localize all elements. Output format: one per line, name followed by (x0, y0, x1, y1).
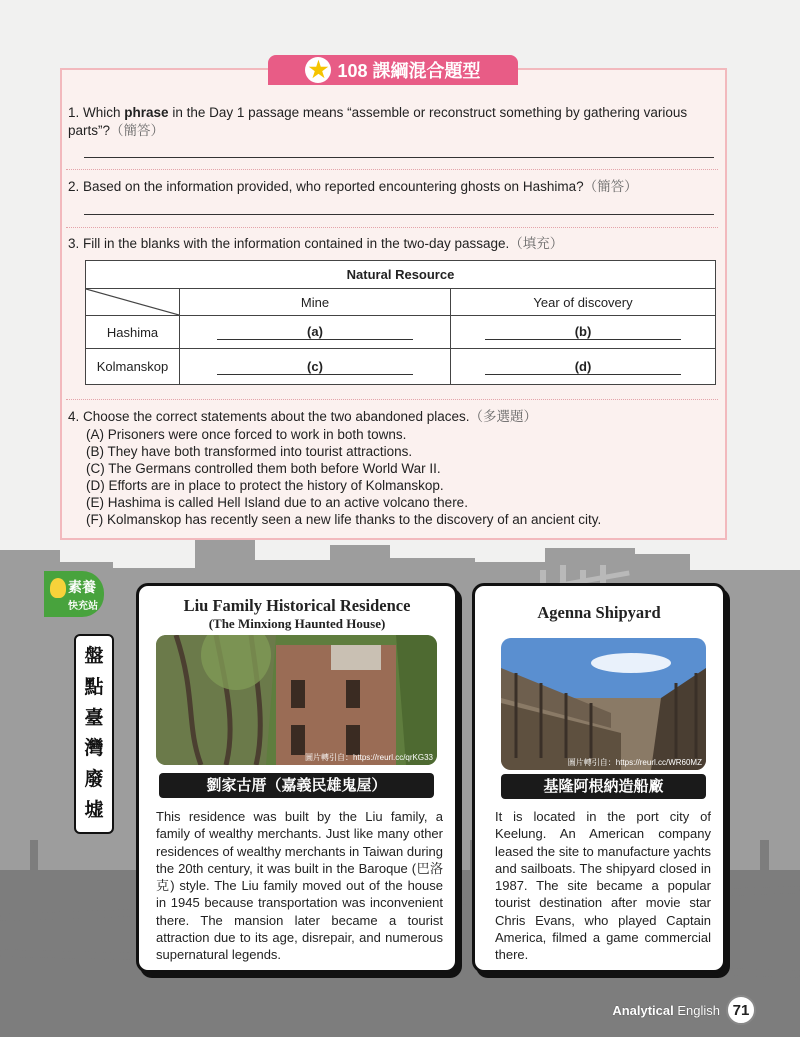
vertical-char: 盤 (84, 646, 104, 668)
question-type-tag: （多選題） (469, 409, 538, 424)
question-type-tag: （簡答） (583, 179, 638, 194)
card-title: Agenna Shipyard (537, 603, 661, 622)
card-subtitle: (The Minxiong Haunted House) (208, 616, 386, 631)
blank-a[interactable]: (a) (217, 324, 413, 340)
section-title: 108 課綱混合題型 (337, 61, 481, 81)
table-row (86, 316, 716, 349)
question-3 (68, 235, 718, 253)
brand-bold: Analytical (612, 1002, 674, 1018)
option-e[interactable]: (E) Hashima is called Hell Island due to an active volcano there. (86, 495, 468, 510)
answer-line-2[interactable] (84, 214, 714, 215)
blank-d[interactable]: (d) (485, 359, 681, 375)
card-liu-residence (136, 583, 458, 973)
question-keyword: phrase (124, 105, 169, 120)
star-icon: ★ (305, 57, 331, 83)
option-d[interactable]: (D) Efforts are in place to protect the history of Kolmanskop. (86, 478, 444, 493)
option-c[interactable]: (C) The Germans controlled them both before World War II. (86, 461, 441, 476)
card-body: It is located in the port city of Keelung. An American company leased the site to manufacture yachts and sailboats. The shipyard closed in 1987. The site became a popular tourist destination after movie star Chris Evans, who played Captain America, filmed a game commercial there. (495, 809, 711, 963)
image-credit: 圖片轉引自：https://reurl.cc/WR60MZ (567, 758, 702, 767)
question-type-tag: （填充） (509, 236, 564, 251)
card-agenna-shipyard (472, 583, 726, 973)
divider (66, 169, 718, 170)
lightbulb-icon (50, 578, 66, 598)
row-label: Kolmanskop (86, 349, 180, 385)
card-title: Liu Family Historical Residence (183, 596, 411, 615)
vertical-char: 臺 (84, 707, 104, 729)
shipyard-photo (501, 638, 706, 770)
row-label: Hashima (86, 316, 180, 349)
question-number: 1. (68, 105, 80, 120)
question-number: 4. (68, 409, 80, 424)
page-number: 71 (726, 995, 756, 1025)
option-list (86, 426, 601, 528)
brand-rest: English (673, 1002, 720, 1018)
option-b[interactable]: (B) They have both transformed into tourist attractions. (86, 444, 413, 459)
question-text: Choose the correct statements about the two abandoned places. (83, 409, 470, 424)
card-label: 基隆阿根納造船廠 (501, 774, 706, 799)
question-number: 3. (68, 236, 80, 251)
blank-cell[interactable] (180, 349, 451, 385)
page-footer (612, 995, 756, 1025)
blank-cell[interactable] (451, 349, 716, 385)
question-1 (68, 104, 718, 140)
diagonal-header-cell (86, 289, 180, 316)
section-tab (268, 55, 518, 85)
column-header-mine: Mine (180, 289, 451, 316)
divider (66, 227, 718, 228)
vertical-char: 墟 (84, 799, 104, 821)
question-text: Fill in the blanks with the information contained in the two-day passage. (83, 236, 510, 251)
question-type-tag: （簡答） (110, 123, 165, 138)
question-2 (68, 178, 718, 196)
image-credit: 圖片轉引自：https://reurl.cc/qrKG33 (304, 753, 433, 762)
natural-resource-table (85, 260, 716, 385)
vertical-char: 點 (84, 676, 104, 698)
table-title: Natural Resource (86, 261, 716, 289)
question-text: in the Day 1 passage means “assemble or reconstruct something by gathering various parts”? (68, 105, 688, 138)
shipyard-image (501, 638, 706, 770)
vertical-char: 廢 (84, 768, 104, 790)
option-a[interactable]: (A) Prisoners were once forced to work in both towns. (86, 427, 407, 442)
vertical-title (74, 634, 114, 834)
question-text: Based on the information provided, who reported encountering ghosts on Hashima? (83, 179, 584, 194)
column-header-year: Year of discovery (451, 289, 716, 316)
blank-b[interactable]: (b) (485, 324, 681, 340)
question-4 (68, 408, 718, 426)
blank-c[interactable]: (c) (217, 359, 413, 375)
card-body: This residence was built by the Liu family, a family of wealthy merchants. Just like many other residences of wealthy merchants in Taiwan during the 20th century, it was built in the Baroque (巴洛克) style. The Liu family moved out of the house in 1945 because transportation was inconvenient there. The mansion later became a tourist attraction due to its age, disrepair, and numerous supernatural legends. (156, 809, 443, 963)
quick-charge-badge (44, 571, 104, 617)
haunted-house-image (156, 635, 437, 765)
badge-subtitle: 快充站 (68, 601, 98, 612)
answer-line-1[interactable] (84, 157, 714, 158)
question-number: 2. (68, 179, 80, 194)
blank-cell[interactable] (451, 316, 716, 349)
divider (66, 399, 718, 400)
vertical-char: 灣 (84, 738, 104, 760)
residence-photo (156, 635, 437, 765)
table-row (86, 349, 716, 385)
option-f[interactable]: (F) Kolmanskop has recently seen a new life thanks to the discovery of an ancient city. (86, 512, 602, 527)
blank-cell[interactable] (180, 316, 451, 349)
badge-title: 素養 (68, 579, 96, 595)
book-brand (612, 1003, 720, 1018)
diagonal-line (86, 289, 179, 315)
card-label: 劉家古厝（嘉義民雄鬼屋） (159, 773, 434, 798)
question-text: Which (83, 105, 125, 120)
